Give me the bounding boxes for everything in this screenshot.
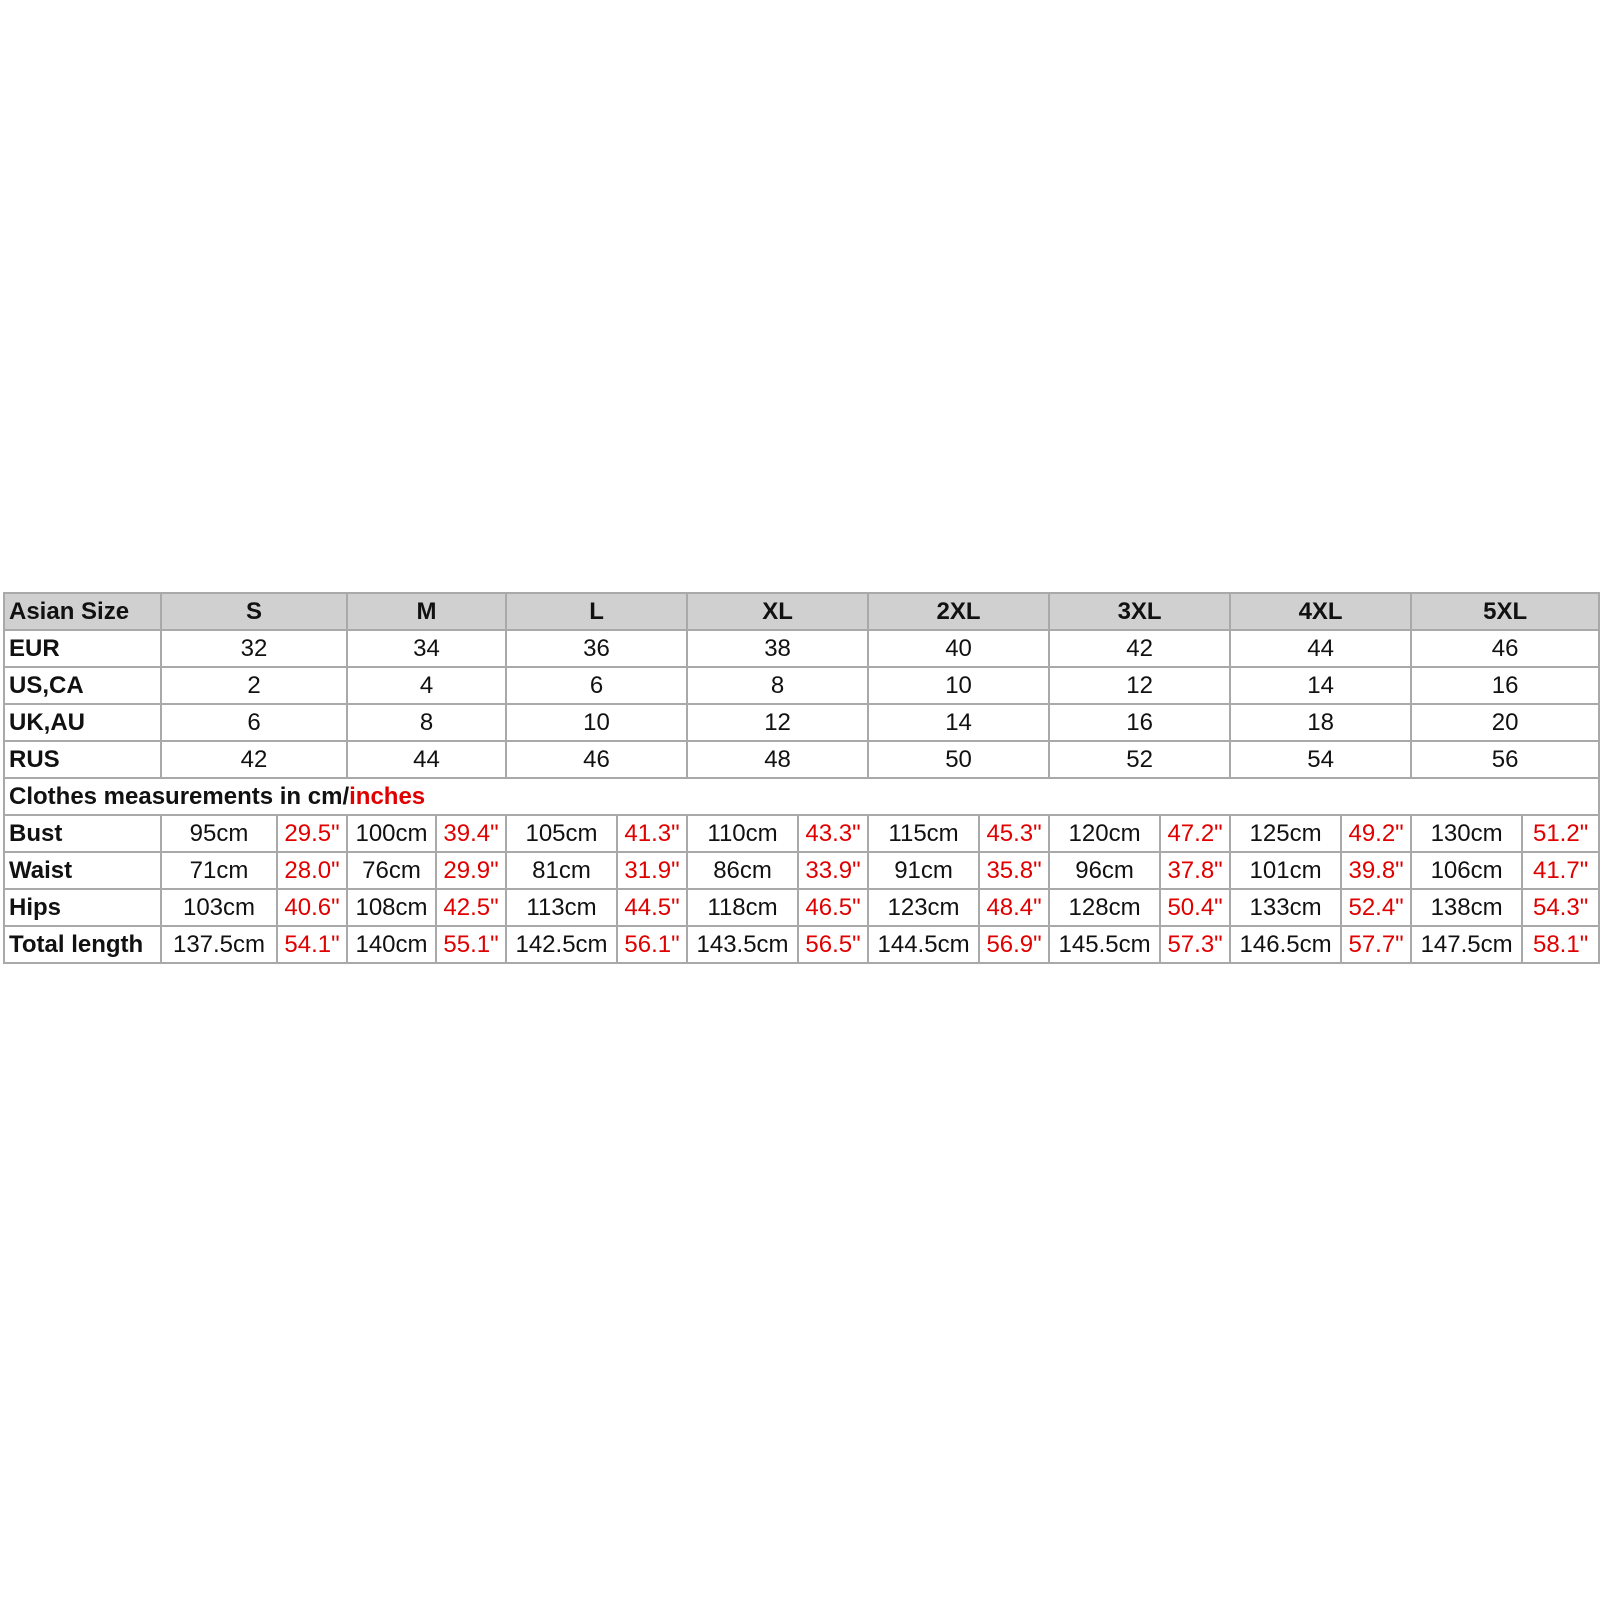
measurements-section-row bbox=[4, 778, 1599, 815]
conversion-value: 46 bbox=[1411, 630, 1599, 667]
inch-value: 56.5" bbox=[798, 926, 868, 963]
conversion-value: 56 bbox=[1411, 741, 1599, 778]
conversion-value: 42 bbox=[161, 741, 347, 778]
inch-value: 48.4" bbox=[979, 889, 1049, 926]
cm-value: 143.5cm bbox=[687, 926, 798, 963]
conversion-value: 40 bbox=[868, 630, 1049, 667]
size-header-2xl: 2XL bbox=[868, 593, 1049, 630]
cm-value: 145.5cm bbox=[1049, 926, 1160, 963]
cm-value: 120cm bbox=[1049, 815, 1160, 852]
conversion-row bbox=[4, 741, 1599, 778]
inch-value: 29.9" bbox=[436, 852, 506, 889]
inch-value: 56.1" bbox=[617, 926, 687, 963]
inch-value: 39.4" bbox=[436, 815, 506, 852]
conversion-value: 10 bbox=[506, 704, 687, 741]
cm-value: 101cm bbox=[1230, 852, 1341, 889]
cm-value: 76cm bbox=[347, 852, 436, 889]
conversion-value: 12 bbox=[687, 704, 868, 741]
inch-value: 42.5" bbox=[436, 889, 506, 926]
cm-value: 142.5cm bbox=[506, 926, 617, 963]
conversion-value: 50 bbox=[868, 741, 1049, 778]
conversion-value: 42 bbox=[1049, 630, 1230, 667]
conversion-value: 6 bbox=[506, 667, 687, 704]
inch-value: 44.5" bbox=[617, 889, 687, 926]
size-header-row bbox=[4, 593, 1599, 630]
conversion-value: 44 bbox=[347, 741, 506, 778]
cm-value: 140cm bbox=[347, 926, 436, 963]
conversion-value: 34 bbox=[347, 630, 506, 667]
row-label: Bust bbox=[4, 815, 161, 852]
inch-value: 50.4" bbox=[1160, 889, 1230, 926]
size-header-l: L bbox=[506, 593, 687, 630]
cm-value: 110cm bbox=[687, 815, 798, 852]
size-chart-table bbox=[3, 592, 1600, 964]
inch-value: 40.6" bbox=[277, 889, 347, 926]
header-label: Asian Size bbox=[4, 593, 161, 630]
measurements-heading-inches: inches bbox=[349, 782, 426, 810]
conversion-value: 12 bbox=[1049, 667, 1230, 704]
row-label: Hips bbox=[4, 889, 161, 926]
measurement-row bbox=[4, 926, 1599, 963]
conversion-value: 14 bbox=[1230, 667, 1411, 704]
inch-value: 54.3" bbox=[1522, 889, 1599, 926]
row-label: UK,AU bbox=[4, 704, 161, 741]
conversion-value: 6 bbox=[161, 704, 347, 741]
cm-value: 128cm bbox=[1049, 889, 1160, 926]
conversion-value: 52 bbox=[1049, 741, 1230, 778]
inch-value: 56.9" bbox=[979, 926, 1049, 963]
size-header-m: M bbox=[347, 593, 506, 630]
cm-value: 118cm bbox=[687, 889, 798, 926]
inch-value: 41.3" bbox=[617, 815, 687, 852]
inch-value: 31.9" bbox=[617, 852, 687, 889]
conversion-value: 16 bbox=[1411, 667, 1599, 704]
measurements-heading-prefix: Clothes measurements in cm/ bbox=[9, 782, 350, 810]
cm-value: 146.5cm bbox=[1230, 926, 1341, 963]
inch-value: 39.8" bbox=[1341, 852, 1411, 889]
inch-value: 54.1" bbox=[277, 926, 347, 963]
inch-value: 35.8" bbox=[979, 852, 1049, 889]
cm-value: 71cm bbox=[161, 852, 277, 889]
conversion-value: 8 bbox=[687, 667, 868, 704]
inch-value: 57.7" bbox=[1341, 926, 1411, 963]
cm-value: 113cm bbox=[506, 889, 617, 926]
conversion-value: 20 bbox=[1411, 704, 1599, 741]
cm-value: 91cm bbox=[868, 852, 979, 889]
cm-value: 125cm bbox=[1230, 815, 1341, 852]
row-label: Total length bbox=[4, 926, 161, 963]
inch-value: 52.4" bbox=[1341, 889, 1411, 926]
cm-value: 133cm bbox=[1230, 889, 1341, 926]
cm-value: 100cm bbox=[347, 815, 436, 852]
conversion-value: 32 bbox=[161, 630, 347, 667]
row-label: EUR bbox=[4, 630, 161, 667]
cm-value: 144.5cm bbox=[868, 926, 979, 963]
inch-value: 45.3" bbox=[979, 815, 1049, 852]
inch-value: 41.7" bbox=[1522, 852, 1599, 889]
inch-value: 58.1" bbox=[1522, 926, 1599, 963]
conversion-row bbox=[4, 704, 1599, 741]
cm-value: 95cm bbox=[161, 815, 277, 852]
conversion-value: 54 bbox=[1230, 741, 1411, 778]
conversion-value: 38 bbox=[687, 630, 868, 667]
size-chart-body bbox=[4, 593, 1599, 963]
conversion-value: 36 bbox=[506, 630, 687, 667]
conversion-value: 48 bbox=[687, 741, 868, 778]
inch-value: 46.5" bbox=[798, 889, 868, 926]
inch-value: 28.0" bbox=[277, 852, 347, 889]
cm-value: 147.5cm bbox=[1411, 926, 1522, 963]
measurements-heading bbox=[4, 778, 1599, 815]
size-header-xl: XL bbox=[687, 593, 868, 630]
row-label: Waist bbox=[4, 852, 161, 889]
conversion-value: 2 bbox=[161, 667, 347, 704]
conversion-value: 46 bbox=[506, 741, 687, 778]
size-header-3xl: 3XL bbox=[1049, 593, 1230, 630]
inch-value: 43.3" bbox=[798, 815, 868, 852]
cm-value: 123cm bbox=[868, 889, 979, 926]
inch-value: 49.2" bbox=[1341, 815, 1411, 852]
measurement-row bbox=[4, 852, 1599, 889]
inch-value: 47.2" bbox=[1160, 815, 1230, 852]
inch-value: 55.1" bbox=[436, 926, 506, 963]
conversion-row bbox=[4, 630, 1599, 667]
conversion-value: 4 bbox=[347, 667, 506, 704]
conversion-value: 18 bbox=[1230, 704, 1411, 741]
cm-value: 105cm bbox=[506, 815, 617, 852]
inch-value: 33.9" bbox=[798, 852, 868, 889]
size-header-4xl: 4XL bbox=[1230, 593, 1411, 630]
inch-value: 51.2" bbox=[1522, 815, 1599, 852]
cm-value: 106cm bbox=[1411, 852, 1522, 889]
row-label: RUS bbox=[4, 741, 161, 778]
cm-value: 115cm bbox=[868, 815, 979, 852]
row-label: US,CA bbox=[4, 667, 161, 704]
size-header-5xl: 5XL bbox=[1411, 593, 1599, 630]
conversion-value: 14 bbox=[868, 704, 1049, 741]
cm-value: 130cm bbox=[1411, 815, 1522, 852]
measurement-row bbox=[4, 815, 1599, 852]
cm-value: 96cm bbox=[1049, 852, 1160, 889]
measurement-row bbox=[4, 889, 1599, 926]
conversion-value: 44 bbox=[1230, 630, 1411, 667]
inch-value: 37.8" bbox=[1160, 852, 1230, 889]
conversion-value: 10 bbox=[868, 667, 1049, 704]
cm-value: 108cm bbox=[347, 889, 436, 926]
conversion-row bbox=[4, 667, 1599, 704]
cm-value: 81cm bbox=[506, 852, 617, 889]
cm-value: 86cm bbox=[687, 852, 798, 889]
cm-value: 103cm bbox=[161, 889, 277, 926]
inch-value: 57.3" bbox=[1160, 926, 1230, 963]
cm-value: 138cm bbox=[1411, 889, 1522, 926]
conversion-value: 16 bbox=[1049, 704, 1230, 741]
conversion-value: 8 bbox=[347, 704, 506, 741]
cm-value: 137.5cm bbox=[161, 926, 277, 963]
inch-value: 29.5" bbox=[277, 815, 347, 852]
size-header-s: S bbox=[161, 593, 347, 630]
